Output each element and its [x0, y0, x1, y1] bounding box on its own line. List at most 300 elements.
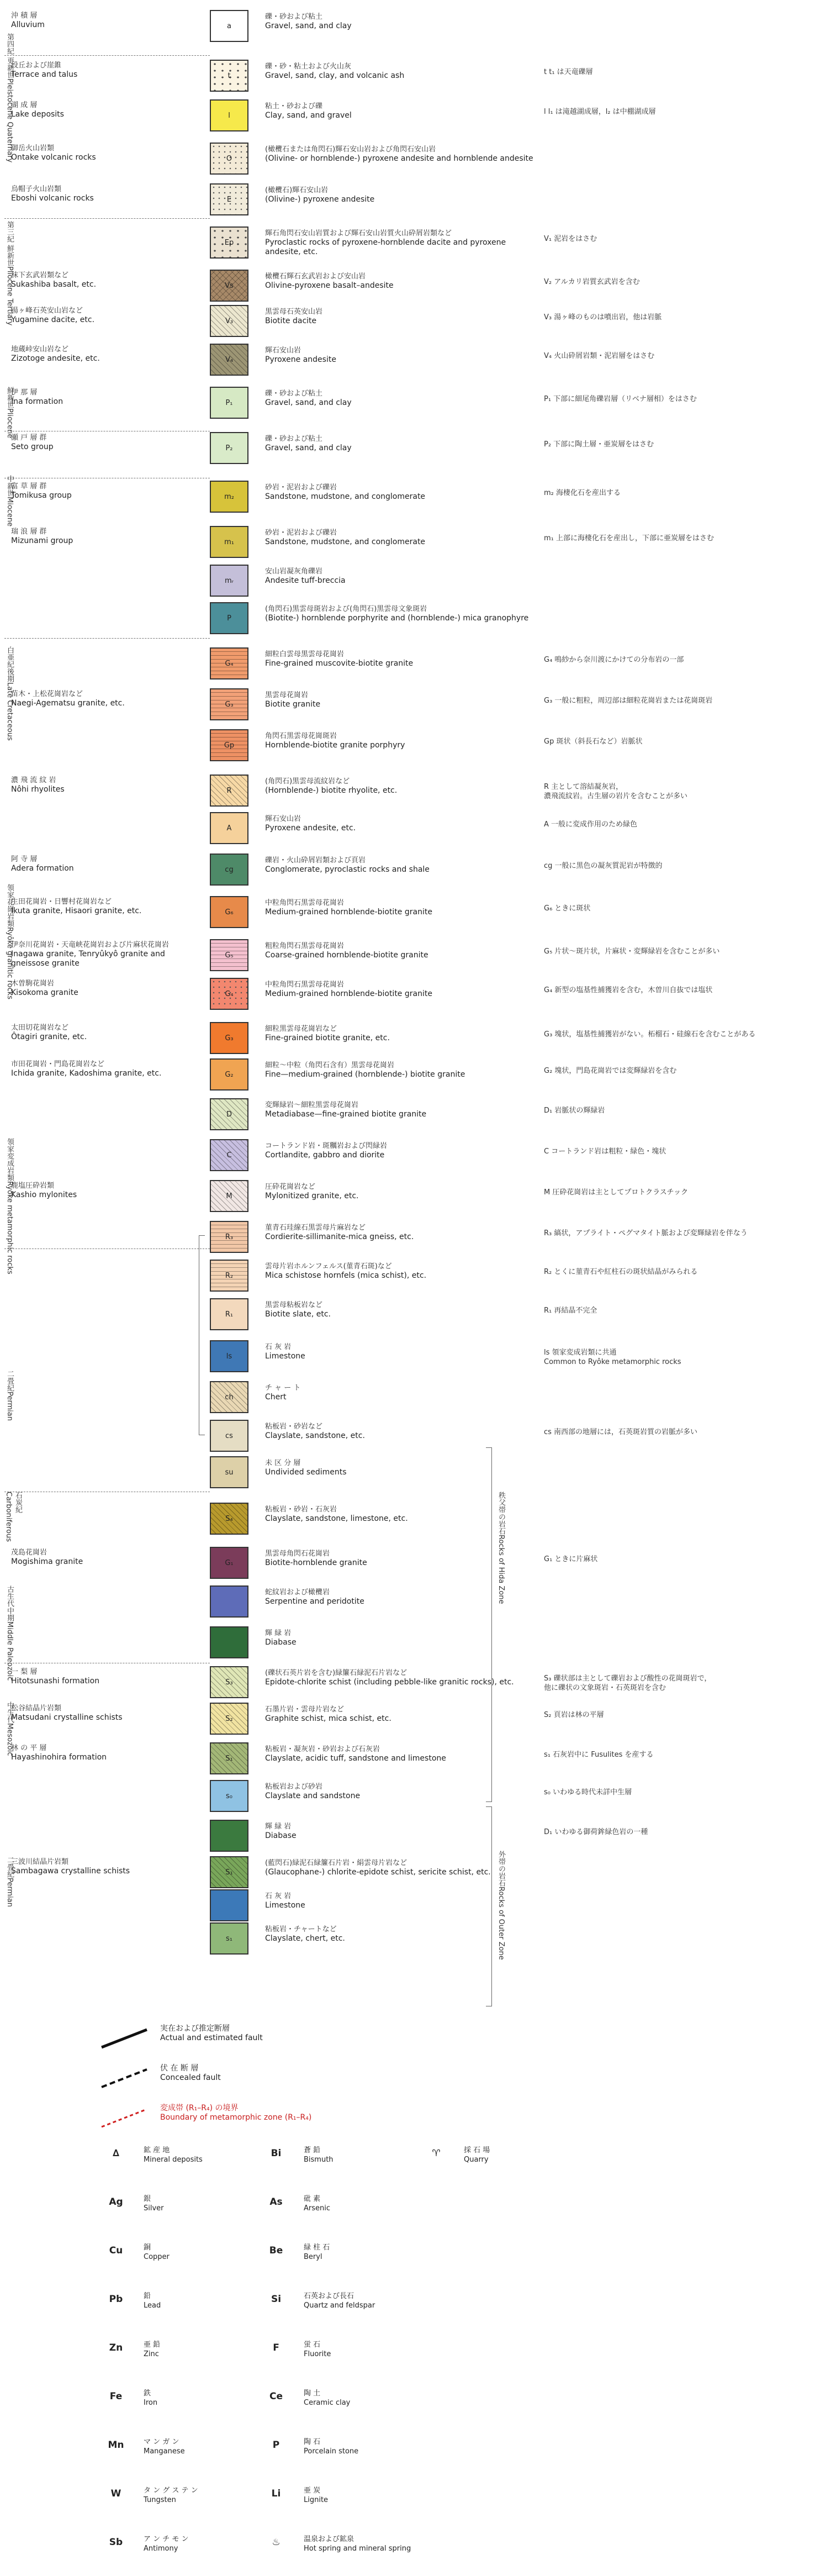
period-label-en: Carboniferous: [4, 1492, 13, 1542]
legend-swatch: [210, 1742, 248, 1774]
period-label-en: Late Cretaceous: [6, 682, 14, 741]
period-label-en: Ryôke granitic rocks: [6, 927, 14, 1000]
mineral-label: [304, 2535, 411, 2553]
description-en: Pyroxene andesite, etc.: [265, 824, 356, 833]
legend-swatch: [210, 1666, 248, 1698]
mineral-label-en: Iron: [144, 2399, 158, 2407]
legend-swatch: [210, 526, 248, 558]
period-label-en: Permian: [6, 1392, 14, 1421]
mineral-label-jp: 銅: [144, 2243, 151, 2252]
unit-description: [265, 272, 536, 291]
unit-note: M 圧砕花崗岩は主としてプロトクラスチック: [544, 1188, 689, 1197]
unit-description: [265, 1892, 536, 1910]
mineral-label-jp: 石英および長石: [304, 2292, 354, 2300]
swatch-symbol: V₃: [225, 317, 234, 325]
legend-swatch: [210, 939, 248, 971]
swatch-symbol: cg: [225, 865, 234, 874]
unit-note: cs 南西部の地層には，石英斑岩質の岩脈が多い: [544, 1428, 698, 1436]
swatch-symbol: ls: [226, 1352, 232, 1361]
unit-description: [265, 62, 536, 81]
description-en: Mica schistose hornfels (mica schist), etc.: [265, 1271, 427, 1280]
description-en: Gravel, sand, and clay: [265, 22, 352, 30]
legend-row: [0, 602, 815, 623]
period-label: [4, 1585, 15, 1696]
unit-description: [265, 1458, 536, 1477]
mineral-symbol: Sb: [109, 2537, 123, 2548]
unit-note: R₃ 縞状，アプライト・ペグマタイト脈および変輝緑岩を伴なう: [544, 1229, 748, 1237]
unit-description: [265, 980, 536, 999]
legend-swatch: [210, 1098, 248, 1130]
swatch-symbol: P₂: [225, 444, 233, 452]
period-label: [4, 33, 15, 171]
legend-swatch: [210, 1022, 248, 1054]
formation-name-en: Ichida granite, Kadoshima granite, etc.: [11, 1069, 162, 1078]
legend-swatch: [210, 647, 248, 679]
line-legend-item: [99, 2062, 596, 2095]
period-label-en: Pleistocene Quaternary: [6, 78, 14, 163]
formation-name-en: Adera formation: [11, 864, 74, 873]
mineral-label-jp: 緑 柱 石: [304, 2243, 330, 2252]
unit-description: [265, 434, 536, 453]
description-en: Gravel, sand, and clay: [265, 444, 352, 452]
mineral-label-jp: 陶 石: [304, 2438, 321, 2446]
mineral-legend-item: [260, 2289, 491, 2322]
mineral-symbol: Ag: [109, 2196, 123, 2208]
description-en: (Hornblende-) biotite rhyolite, etc.: [265, 786, 398, 795]
legend-swatch: [210, 1889, 248, 1921]
formation-name-jp: 沖 積 層: [11, 12, 38, 20]
period-label: [4, 884, 15, 1138]
legend-row: [0, 1139, 815, 1160]
mineral-label-en: Silver: [144, 2204, 164, 2212]
mineral-symbol: Zn: [109, 2342, 123, 2353]
unit-description: [265, 731, 536, 750]
formation-name: [11, 1060, 188, 1078]
mineral-symbol: Fe: [109, 2391, 123, 2402]
unit-description: [265, 898, 536, 917]
mineral-legend-item: [260, 2484, 491, 2517]
legend-swatch: [210, 481, 248, 513]
mineral-label-en: Antimony: [144, 2545, 178, 2553]
legend-swatch: [210, 1139, 248, 1171]
mineral-label-en: Manganese: [144, 2447, 185, 2456]
unit-description: [265, 777, 536, 796]
mineral-legend-item: [260, 2241, 491, 2274]
period-label: [4, 1701, 15, 1757]
unit-note: D₁ いわゆる御荷鉾緑色岩の一種: [544, 1828, 648, 1836]
formation-name-en: Yugamine dacite, etc.: [11, 315, 95, 324]
formation-name-en: Nôhi rhyolites: [11, 785, 65, 794]
period-label-jp: 鮮新世: [6, 387, 14, 408]
unit-note: m₂ 海棲化石を産出する: [544, 489, 621, 497]
description-en: (Olivine-) pyroxene andesite: [265, 195, 375, 204]
unit-note: G₃ 塊状，塩基性捕獲岩がない。柘榴石・硅線石を含むことがある: [544, 1030, 756, 1039]
mineral-label: [144, 2535, 189, 2553]
unit-description: [265, 346, 536, 365]
mineral-label: [144, 2146, 203, 2164]
mineral-label: [304, 2243, 330, 2262]
unit-description: [265, 145, 536, 164]
unit-note: s₁ 石灰岩中に Fusulites を産する: [544, 1751, 654, 1759]
formation-name: [11, 1704, 188, 1722]
mineral-label-jp: 砒 素: [304, 2195, 321, 2203]
description-en: Clayslate, acidic tuff, sandstone and limestone: [265, 1754, 446, 1763]
formation-name: [11, 855, 188, 873]
unit-note: G₂ 塊状，門島花崗岩では変輝緑岩を含む: [544, 1067, 677, 1075]
formation-name-jp: 御岳火山岩類: [11, 144, 55, 152]
mineral-label-jp: 亜 炭: [304, 2487, 321, 2495]
swatch-symbol: ch: [225, 1393, 234, 1402]
unit-description: [265, 186, 536, 204]
period-label-jp: 中生代: [6, 1701, 14, 1723]
mineral-label-jp: 鉄: [144, 2389, 151, 2398]
formation-name-jp: 松谷結晶片岩類: [11, 1704, 62, 1713]
unit-description: [265, 1182, 536, 1201]
mineral-symbol: ♈: [432, 2148, 441, 2159]
formation-name: [11, 1743, 188, 1762]
description-en: Pyroclastic rocks of pyroxene-hornblende dacite and pyroxene andesite, etc.: [265, 238, 506, 256]
unit-description: [265, 1629, 536, 1647]
unit-note: V₃ 湯ヶ峰のものは噴出岩，他は岩脈: [544, 313, 662, 322]
description-en: Cordierite-sillimanite-mica gneiss, etc.: [265, 1232, 414, 1241]
description-jp: 礫・砂および粘土: [265, 389, 323, 398]
mineral-legend-item: [260, 2338, 491, 2371]
unit-description: [265, 1705, 536, 1724]
legend-swatch: [210, 1340, 248, 1372]
swatch-symbol: s₁: [226, 1934, 232, 1943]
description-jp: 石 灰 岩: [265, 1892, 292, 1900]
legend-row: [0, 1456, 815, 1477]
mineral-symbol: ♨: [272, 2537, 281, 2548]
description-en: (Olivine- or hornblende-) pyroxene andesite and hornblende andesite: [265, 154, 533, 163]
legend-row: [0, 99, 815, 120]
legend-row: [0, 939, 815, 968]
swatch-symbol: G₂: [225, 1070, 234, 1079]
description-jp: 輝石安山岩: [265, 346, 301, 355]
legend-swatch: [210, 854, 248, 886]
description-jp: 粘土・砂および礫: [265, 102, 323, 110]
unit-description: [265, 1342, 536, 1361]
legend-row: [0, 1058, 815, 1079]
legend-swatch: [210, 1221, 248, 1253]
line-legend-en: Concealed fault: [160, 2073, 221, 2082]
formation-name: [11, 345, 188, 364]
description-en: Sandstone, mudstone, and conglomerate: [265, 538, 426, 546]
formation-name: [11, 185, 188, 203]
swatch-symbol: P: [227, 614, 231, 623]
description-jp: 黒雲母角閃石花崗岩: [265, 1550, 330, 1558]
legend-row: [0, 1666, 815, 1692]
swatch-symbol: R: [226, 786, 232, 795]
description-en: Gravel, sand, clay, and volcanic ash: [265, 71, 405, 80]
description-en: Coarse-grained hornblende-biotite granite: [265, 951, 428, 960]
legend-row: [0, 1098, 815, 1119]
legend-swatch: [210, 183, 248, 215]
unit-description: [265, 1858, 536, 1877]
formation-name-en: Kashio mylonites: [11, 1190, 77, 1199]
mineral-symbol: Be: [269, 2245, 283, 2256]
unit-note: l l₁ は滝越湖成層，l₂ は中棚湖成層: [544, 108, 656, 116]
mineral-symbol: Pb: [109, 2294, 123, 2305]
unit-description: [265, 814, 536, 833]
formation-name: [11, 11, 188, 30]
description-en: Chert: [265, 1393, 287, 1402]
period-label: [4, 475, 15, 602]
description-jp: コートランド岩・斑糲岩および閃緑岩: [265, 1142, 388, 1150]
formation-name-en: Terrace and talus: [11, 70, 78, 79]
swatch-symbol: A: [226, 824, 232, 833]
mineral-label: [144, 2243, 170, 2262]
mineral-label-jp: 蒼 鉛: [304, 2146, 321, 2154]
period-label-en: Pliocene: [6, 408, 14, 439]
unit-description: [265, 528, 536, 547]
legend-swatch: [210, 1381, 248, 1413]
legend-row: [0, 729, 815, 750]
description-en: Epidote-chlorite schist (including pebble-like granitic rocks), etc.: [265, 1678, 514, 1687]
mineral-label-jp: 蛍 石: [304, 2341, 321, 2349]
period-label: [4, 1856, 15, 1934]
mineral-symbol: Mn: [108, 2440, 124, 2451]
swatch-symbol: S₂: [225, 1714, 233, 1723]
formation-name: [11, 306, 188, 325]
period-label-jp: 領家変成岩類: [6, 1138, 14, 1181]
formation-name-jp: 濃 飛 流 紋 岩: [11, 776, 56, 784]
period-label-en: Permian: [6, 1878, 14, 1907]
legend-swatch: [210, 729, 248, 761]
period-label: [4, 1138, 15, 1337]
mineral-label: [304, 2486, 328, 2505]
unit-note: ls 領家変成岩類に共通 Common to Ryôke metamorphic rocks: [544, 1348, 681, 1366]
legend-swatch: [210, 10, 248, 42]
formation-name: [11, 1023, 188, 1042]
unit-note: V₄ 火山砕屑岩類・泥岩層をはさむ: [544, 352, 655, 360]
description-en: Conglomerate, pyroclastic rocks and shale: [265, 865, 430, 874]
formation-name-jp: 湯ヶ峰石英安山岩など: [11, 307, 83, 315]
mineral-label-jp: 亜 鉛: [144, 2341, 161, 2349]
mineral-label: [464, 2146, 490, 2164]
unit-description: [265, 102, 536, 120]
formation-name-en: Inagawa granite, Tenryûkyô granite and gneissose granite: [11, 950, 165, 968]
period-label-en: Mesozoic: [6, 1723, 14, 1756]
legend-swatch: [210, 226, 248, 259]
line-legend-text: [160, 2024, 263, 2043]
mineral-label-jp: ア ン チ モ ン: [144, 2535, 189, 2543]
period-label: [4, 387, 15, 475]
mineral-label: [144, 2486, 198, 2505]
unit-description: [265, 1822, 536, 1841]
description-en: Serpentine and peridotite: [265, 1597, 364, 1606]
swatch-symbol: m₁: [224, 538, 234, 546]
formation-name: [11, 433, 188, 452]
description-jp: 黒雲母石英安山岩: [265, 308, 323, 316]
swatch-symbol: Vs: [225, 281, 234, 290]
zone-bracket: [486, 1806, 492, 2006]
unit-description: [265, 941, 536, 960]
unit-note: R₁ 再結晶不完全: [544, 1307, 597, 1315]
line-legend-text: [160, 2104, 311, 2122]
description-jp: (角閃石)黒雲母斑岩および(角閃石)黒雲母文象斑岩: [265, 605, 427, 613]
formation-name: [11, 144, 188, 162]
formation-name-jp: 茂島花崗岩: [11, 1548, 47, 1557]
unit-description: [265, 1100, 536, 1119]
formation-name-jp: 生田花崗岩・日響村花崗岩など: [11, 898, 112, 906]
mineral-label-en: Zinc: [144, 2350, 159, 2358]
swatch-symbol: Ep: [224, 238, 234, 247]
mineral-symbol: ∆: [113, 2148, 119, 2159]
unit-note: G₆ ときに斑状: [544, 904, 591, 913]
description-en: Clayslate, sandstone, etc.: [265, 1431, 365, 1440]
mineral-label: [144, 2389, 157, 2408]
legend-swatch: [210, 99, 248, 131]
mineral-label-jp: 採 石 場: [464, 2146, 490, 2154]
zone-label: [496, 1492, 506, 1779]
description-jp: (礫状石英片岩を含む)緑簾石緑泥石片岩など: [265, 1669, 408, 1677]
legend-row: [0, 1180, 815, 1200]
unit-note: G₃ 一般に粗粒，周辺部は細粒花崗岩または花崗斑岩: [544, 697, 713, 705]
legend-swatch: [210, 143, 248, 175]
description-jp: 砂岩・泥岩および礫岩: [265, 483, 337, 492]
period-label-jp: 第三紀 鮮新世: [6, 221, 14, 267]
description-jp: (藍閃石)緑泥石緑簾石片岩・絹雲母片岩など: [265, 1859, 408, 1867]
formation-name: [11, 388, 188, 407]
swatch-symbol: R₂: [225, 1271, 234, 1280]
mineral-symbol: Cu: [109, 2245, 123, 2256]
formation-name: [11, 527, 188, 546]
description-en: Hornblende-biotite granite porphyry: [265, 741, 405, 750]
mineral-legend-item: [260, 2532, 491, 2566]
unit-note: cg 一般に黒色の凝灰質泥岩が特徴的: [544, 862, 663, 870]
legend-swatch: [210, 1820, 248, 1852]
description-en: Biotite-hornblende granite: [265, 1558, 367, 1567]
line-legend-en: Boundary of metamorphic zone (R₁–R₄): [160, 2113, 312, 2122]
unit-note: s₀ いわゆる時代未詳中生層: [544, 1788, 632, 1797]
unit-note: V₂ アルカリ岩質玄武岩を含む: [544, 278, 640, 286]
formation-name-jp: 林 の 平 層: [11, 1744, 47, 1752]
legend-swatch: [210, 1703, 248, 1735]
unit-description: [265, 1262, 536, 1281]
unit-note: G₁ ときに片麻状: [544, 1555, 598, 1563]
formation-name-en: Naegi-Agematsu granite, etc.: [11, 699, 125, 708]
zone-label: [496, 1851, 506, 1983]
zone-label-en: Rocks of Outer Zone: [497, 1887, 505, 1960]
formation-name-jp: 阿 寺 層: [11, 855, 38, 863]
unit-note: t t₁ は天竜礫層: [544, 68, 593, 76]
legend-swatch: [210, 305, 248, 337]
unit-description: [265, 1588, 536, 1606]
swatch-symbol: S₁: [225, 1754, 233, 1763]
mineral-symbol: W: [110, 2488, 121, 2499]
legend-swatch: [210, 387, 248, 419]
period-label: [4, 1370, 15, 1464]
mineral-label-en: Hot spring and mineral spring: [304, 2545, 411, 2553]
mineral-symbol: Li: [271, 2488, 281, 2499]
swatch-symbol: S₃: [225, 1678, 233, 1687]
description-jp: 雲母片岩ホルンフェルス(菫青石斑)など: [265, 1262, 392, 1271]
unit-description: [265, 1745, 536, 1763]
formation-name-jp: 太田切花崗岩など: [11, 1024, 69, 1032]
unit-description: [265, 1549, 536, 1568]
swatch-symbol: D: [226, 1110, 232, 1119]
mineral-symbol: F: [273, 2342, 279, 2353]
swatch-symbol: cs: [225, 1431, 233, 1440]
mineral-label-en: Porcelain stone: [304, 2447, 359, 2456]
concealed-fault-line: [99, 2067, 149, 2089]
swatch-symbol: R₃: [225, 1232, 234, 1241]
description-en: Diabase: [265, 1831, 297, 1840]
mineral-label: [144, 2340, 160, 2359]
unit-note: S₂ 頁岩は林の平層: [544, 1711, 604, 1719]
swatch-symbol: t: [227, 71, 231, 80]
mineral-label-jp: 温泉および鉱泉: [304, 2535, 354, 2543]
legend-row: [0, 1298, 815, 1319]
unit-note: S₃ 礫状部は主として礫岩および酸性の花崗斑岩で， 他に礫状の文象斑岩・石英斑岩を含む: [544, 1674, 712, 1692]
legend-row: [0, 1340, 815, 1366]
mineral-symbol: Ce: [269, 2391, 283, 2402]
period-label-jp: 古生代中期: [6, 1585, 14, 1621]
swatch-symbol: G₅: [225, 951, 234, 960]
legend-swatch: [210, 1547, 248, 1579]
description-jp: 粘板岩および砂岩: [265, 1783, 323, 1791]
mineral-legend-item: [260, 2192, 491, 2225]
formation-name-jp: 瑞 浪 層 群: [11, 528, 47, 536]
period-label-jp: 中新世: [6, 475, 14, 497]
zone-label-jp: 外帯の岩石: [497, 1851, 505, 1887]
formation-name-en: Sukashiba basalt, etc.: [11, 280, 97, 289]
mineral-legend-item: [260, 2435, 491, 2468]
swatch-symbol: G₄: [225, 989, 234, 998]
description-jp: 輝石角閃石安山岩質および輝石安山岩質火山砕屑岩類など: [265, 229, 452, 238]
unit-note: P₂ 下部に陶土層・亜炭層をはさむ: [544, 440, 654, 449]
swatch-symbol: O: [226, 154, 232, 163]
mineral-label: [144, 2194, 164, 2213]
mineral-symbol: Bi: [271, 2148, 282, 2159]
legend-swatch: [210, 1058, 248, 1091]
period-label-en: Miocene: [6, 497, 14, 527]
description-jp: 石 灰 岩: [265, 1343, 292, 1351]
description-jp: 細粒黒雲母花崗岩など: [265, 1025, 337, 1033]
description-en: Biotite slate, etc.: [265, 1310, 331, 1319]
description-jp: 角閃石黒雲母花崗斑岩: [265, 732, 337, 740]
description-en: Clayslate, sandstone, limestone, etc.: [265, 1514, 408, 1523]
swatch-symbol: G₃: [225, 1034, 234, 1042]
legend-swatch: [210, 565, 248, 597]
description-en: Limestone: [265, 1352, 305, 1361]
line-legend-jp: 実在および推定断層: [160, 2024, 230, 2033]
mineral-symbol: As: [269, 2196, 283, 2208]
legend-swatch: [210, 602, 248, 634]
legend-swatch: [210, 1856, 248, 1888]
description-jp: 安山岩凝灰角礫岩: [265, 567, 323, 576]
description-jp: 菫青石珪線石黒雲母片麻岩など: [265, 1224, 366, 1232]
legend-swatch: [210, 432, 248, 464]
swatch-symbol: s₀: [226, 1792, 232, 1800]
description-jp: 中粒角閃石黒雲母花崗岩: [265, 981, 345, 989]
legend-swatch: [210, 775, 248, 807]
zone-label-en: Rocks of Hida Zone: [497, 1535, 505, 1604]
swatch-symbol: mᵣ: [224, 576, 234, 585]
formation-name-jp: 瀬 戸 層 群: [11, 434, 47, 442]
formation-name-jp: 湖 成 層: [11, 101, 38, 109]
legend-swatch: [210, 688, 248, 720]
swatch-symbol: C: [226, 1151, 232, 1160]
unit-description: [265, 1024, 536, 1043]
description-en: Pyroxene andesite: [265, 355, 336, 364]
formation-name-jp: 秣下玄武岩類など: [11, 271, 69, 280]
formation-name-en: Mogishima granite: [11, 1557, 83, 1566]
period-separator: [4, 218, 210, 219]
period-separator: [4, 55, 210, 56]
period-label-jp: 白亜紀後期: [6, 646, 14, 682]
